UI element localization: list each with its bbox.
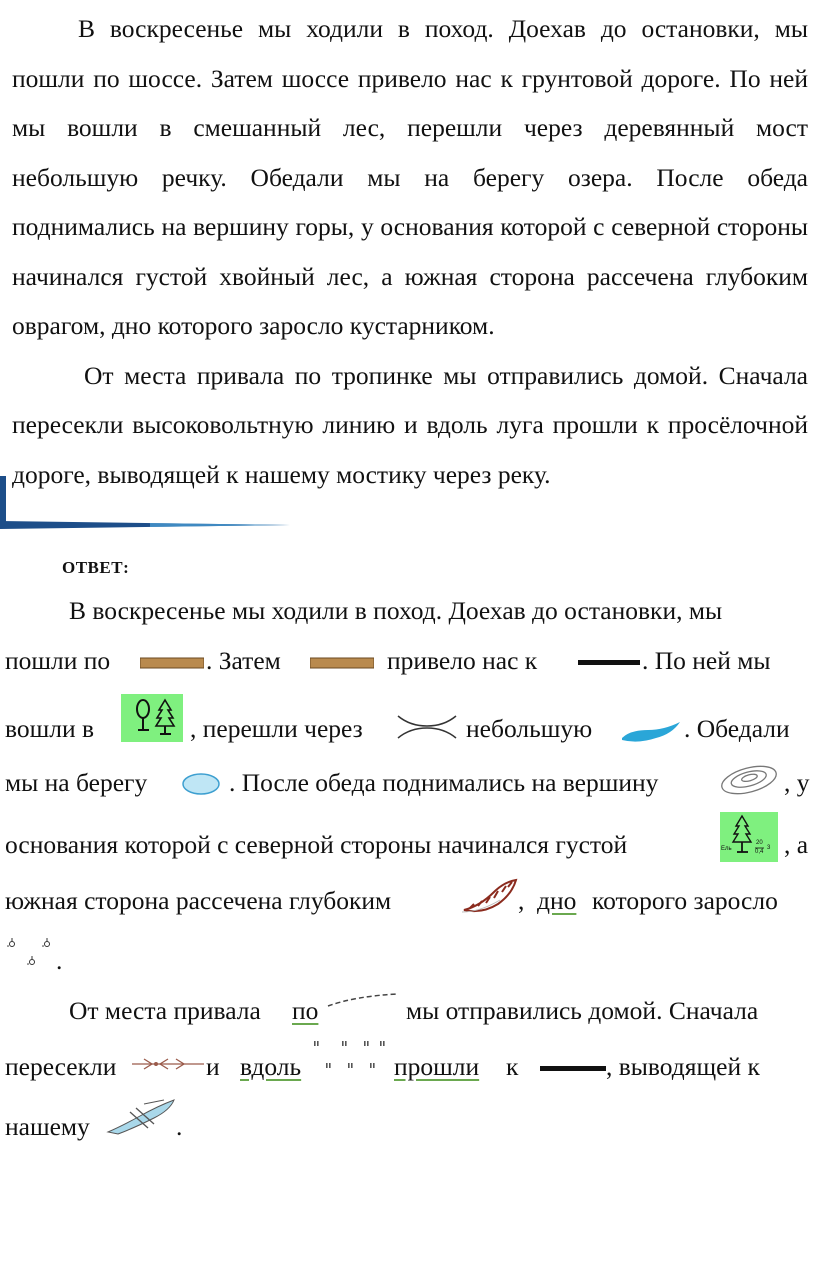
forest-spacing-label: 3 bbox=[767, 845, 771, 851]
answer-text: вошли в bbox=[5, 714, 95, 743]
mixed-forest-icon bbox=[121, 694, 183, 742]
answer-text: привело нас к bbox=[387, 646, 538, 675]
answer-text: . Обедали bbox=[684, 714, 790, 743]
answer-text: , bbox=[518, 886, 525, 915]
answer-text: которого заросло bbox=[592, 886, 778, 915]
forest-species-label: Ель bbox=[721, 846, 732, 852]
footpath-icon bbox=[326, 990, 400, 1010]
answer-text: дно bbox=[537, 886, 577, 915]
power-line-icon bbox=[130, 1056, 206, 1072]
wooden-bridge-icon bbox=[396, 712, 458, 742]
answer-text: южная сторона рассечена глубоким bbox=[5, 886, 392, 915]
answer-text: и bbox=[206, 1052, 220, 1081]
side-marker bbox=[0, 476, 6, 522]
country-road-icon bbox=[540, 1064, 606, 1074]
answer-text: мы отправились домой. Сначала bbox=[406, 996, 759, 1025]
answer-text: От места привала bbox=[69, 996, 261, 1025]
story-text bbox=[12, 4, 808, 499]
answer-text: основания которой с северной стороны начинался густой bbox=[5, 830, 628, 859]
story-paragraph-2: От места привала по тропинке мы отправились домой. Сначала пересекли высоковольтную линию и вдоль луга прошли к просёлочной дороге, выводящей к нашему мостику через реку. bbox=[12, 360, 808, 489]
forest-thickness-label: 0,4 bbox=[755, 849, 764, 855]
answer-text: , перешли через bbox=[190, 714, 363, 743]
answer-text: . Затем bbox=[206, 646, 281, 675]
answer-text: небольшую bbox=[466, 714, 593, 743]
river-bridge-icon bbox=[104, 1096, 176, 1136]
answer-text: к bbox=[506, 1052, 519, 1081]
mountain-contour-icon bbox=[718, 763, 780, 797]
answer-text: вдоль bbox=[240, 1052, 302, 1081]
ravine-icon bbox=[460, 876, 520, 916]
forest-height-label: 20 bbox=[756, 840, 763, 846]
meadow-icon bbox=[312, 1038, 392, 1074]
decorative-divider bbox=[0, 521, 290, 529]
answer-label: ОТВЕТ: bbox=[62, 558, 130, 577]
lake-icon bbox=[180, 770, 222, 798]
river-icon bbox=[620, 718, 682, 744]
answer-text: мы на берегу bbox=[5, 768, 148, 797]
answer-text: . bbox=[176, 1112, 183, 1141]
answer-line-1: В воскресенье мы ходили в поход. Доехав до остановки, мы bbox=[69, 596, 723, 625]
highway-icon bbox=[310, 657, 374, 669]
answer-text: . bbox=[56, 946, 63, 975]
answer-text: пересекли bbox=[5, 1052, 117, 1081]
answer-text: по bbox=[292, 996, 319, 1025]
answer-text: пошли по bbox=[5, 646, 111, 675]
answer-text: нашему bbox=[5, 1112, 90, 1141]
answer-text: . По ней мы bbox=[642, 646, 771, 675]
answer-text: , у bbox=[784, 768, 810, 797]
story-paragraph-1: В воскресенье мы ходили в поход. Доехав до остановки, мы пошли по шоссе. Затем шоссе привело нас к грунтовой дороге. По ней мы вошли в смешанный лес, перешли через деревянный мост небольшую речку. Обедали мы на берегу озера. После обеда поднимались на вершину горы, у основания которой с северной стороны начинался густой хвойный лес, а южная сторона рассечена глубоким оврагом, дно которого заросло кустарником. bbox=[12, 14, 808, 340]
answer-text: . После обеда поднимались на вершину bbox=[229, 768, 659, 797]
answer-text: прошли bbox=[394, 1052, 480, 1081]
coniferous-forest-icon bbox=[720, 812, 778, 862]
answer-text: , выводящей к bbox=[606, 1052, 760, 1081]
highway-icon bbox=[140, 657, 204, 669]
answer-text: , а bbox=[784, 830, 809, 859]
dirt-road-icon bbox=[578, 658, 640, 668]
